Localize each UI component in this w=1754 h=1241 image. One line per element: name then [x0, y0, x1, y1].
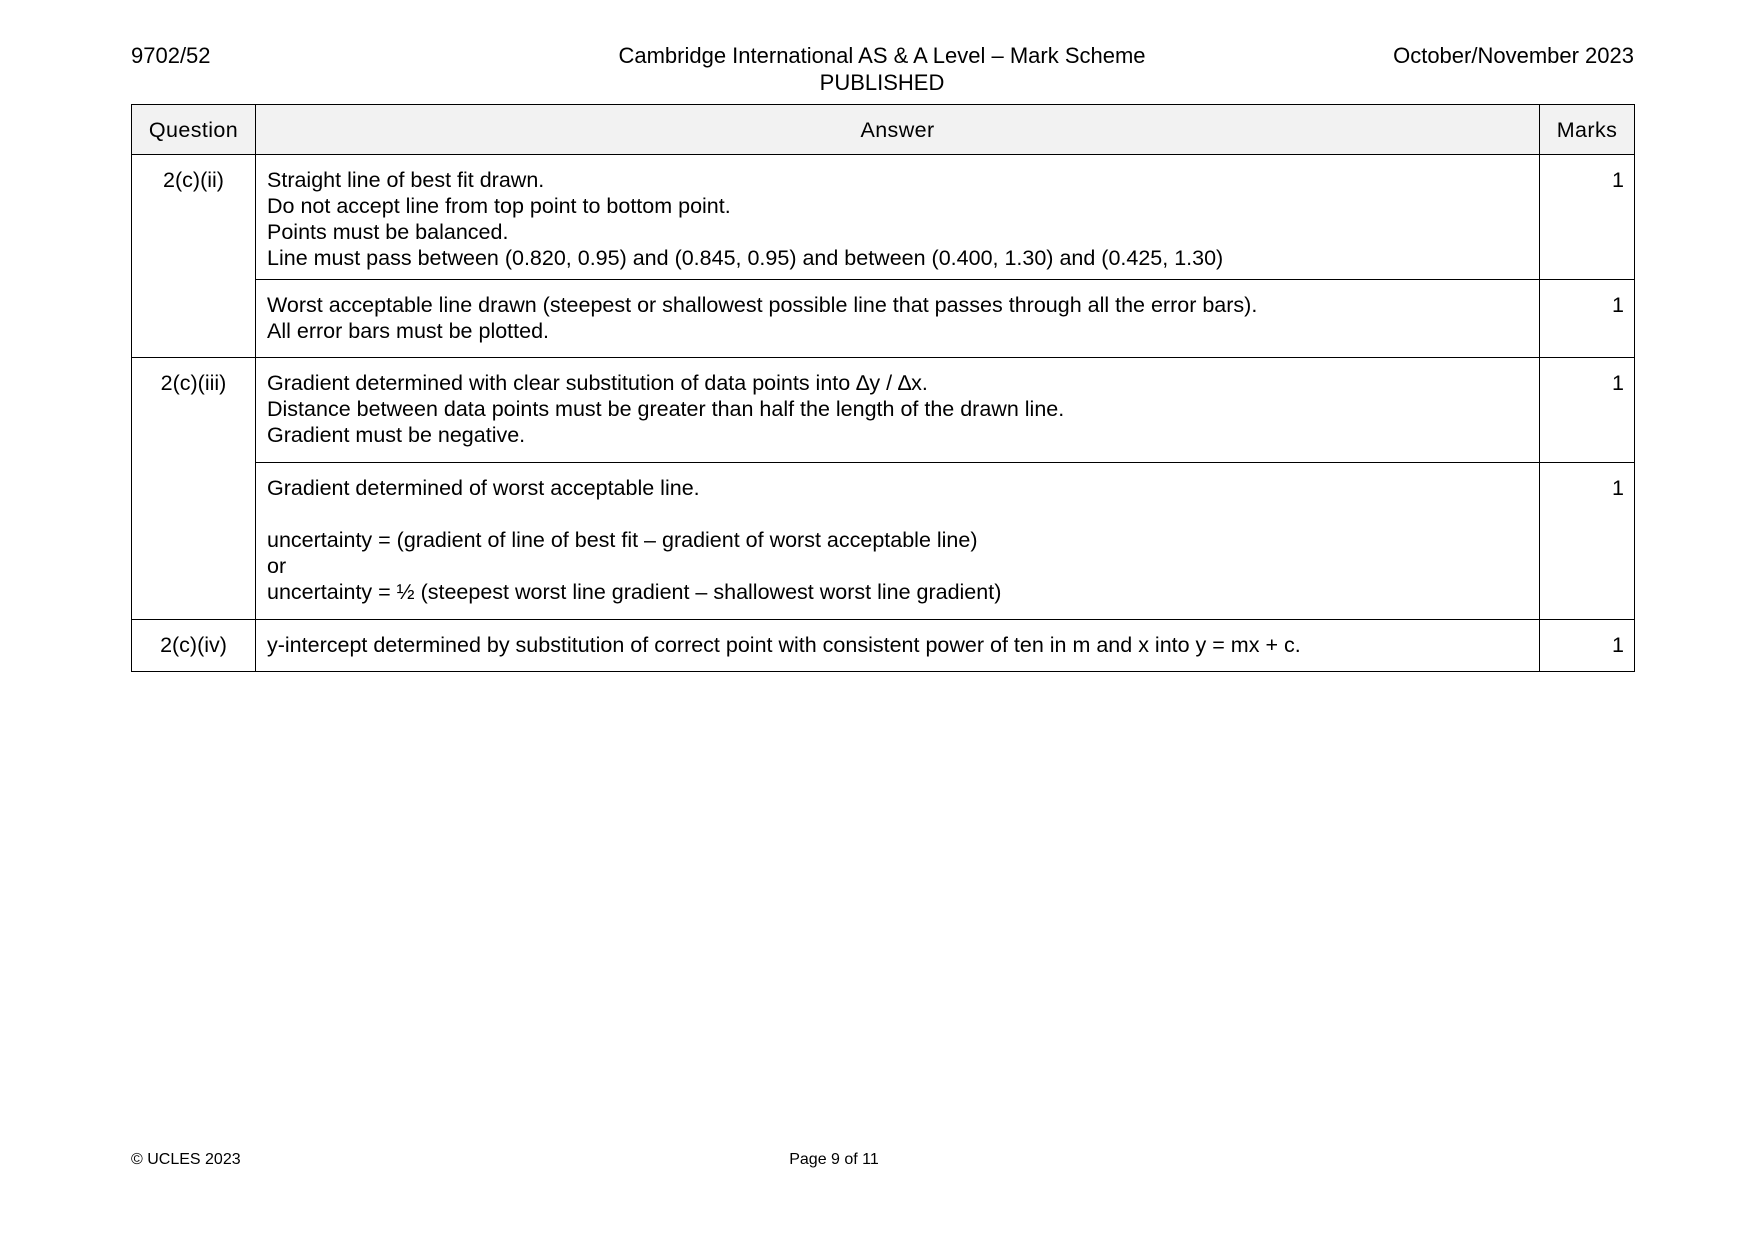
column-header-marks: Marks [1540, 105, 1635, 155]
question-number: 2(c)(iii) [132, 358, 256, 620]
answer-cell [256, 463, 1540, 620]
answer-line: y-intercept determined by substitution of correct point with consistent power of ten in m and x into y = mx + c. [267, 633, 1301, 657]
copyright-notice: © UCLES 2023 [131, 1151, 241, 1168]
document-status: PUBLISHED [819, 70, 945, 95]
marks-cell: 1 [1540, 620, 1635, 672]
blank-line-spacer [267, 501, 1529, 527]
marks-cell: 1 [1540, 280, 1635, 358]
answer-cell [256, 358, 1540, 463]
question-number: 2(c)(ii) [132, 155, 256, 358]
table-header-row [132, 105, 1635, 155]
table-row [132, 155, 1635, 280]
exam-session: October/November 2023 [1393, 43, 1634, 68]
answer-line: Distance between data points must be greater than half the length of the drawn line. [267, 397, 1065, 421]
mark-scheme-table [131, 104, 1635, 672]
question-number: 2(c)(iv) [132, 620, 256, 672]
table-row [132, 463, 1635, 620]
column-header-answer: Answer [256, 105, 1540, 155]
table-row [132, 620, 1635, 672]
answer-line: or [267, 554, 287, 578]
answer-line: Line must pass between (0.820, 0.95) and (0.845, 0.95) and between (0.400, 1.30) and (0.425, 1.30) [267, 246, 1224, 270]
marks-cell: 1 [1540, 463, 1635, 620]
marks-cell: 1 [1540, 358, 1635, 463]
page-number: Page 9 of 11 [789, 1151, 879, 1168]
marks-cell: 1 [1540, 155, 1635, 280]
answer-line: Gradient determined of worst acceptable line. [267, 476, 700, 500]
column-header-question: Question [132, 105, 256, 155]
paper-code: 9702/52 [131, 43, 211, 68]
answer-cell [256, 280, 1540, 358]
answer-line: All error bars must be plotted. [267, 319, 550, 343]
answer-line: uncertainty = (gradient of line of best fit – gradient of worst acceptable line) [267, 528, 978, 552]
answer-line: Do not accept line from top point to bottom point. [267, 194, 731, 218]
table-row [132, 280, 1635, 358]
answer-cell [256, 155, 1540, 280]
answer-line: Worst acceptable line drawn (steepest or shallowest possible line that passes through all the error bars). [267, 293, 1258, 317]
answer-cell [256, 620, 1540, 672]
answer-line: Points must be balanced. [267, 220, 509, 244]
answer-line: Gradient must be negative. [267, 423, 526, 447]
answer-line: uncertainty = ½ (steepest worst line gradient – shallowest worst line gradient) [267, 580, 1002, 604]
table-row [132, 358, 1635, 463]
answer-line: Gradient determined with clear substitution of data points into ∆y / ∆x. [267, 371, 928, 395]
document-title: Cambridge International AS & A Level – Mark Scheme [618, 43, 1146, 68]
answer-line: Straight line of best fit drawn. [267, 168, 545, 192]
